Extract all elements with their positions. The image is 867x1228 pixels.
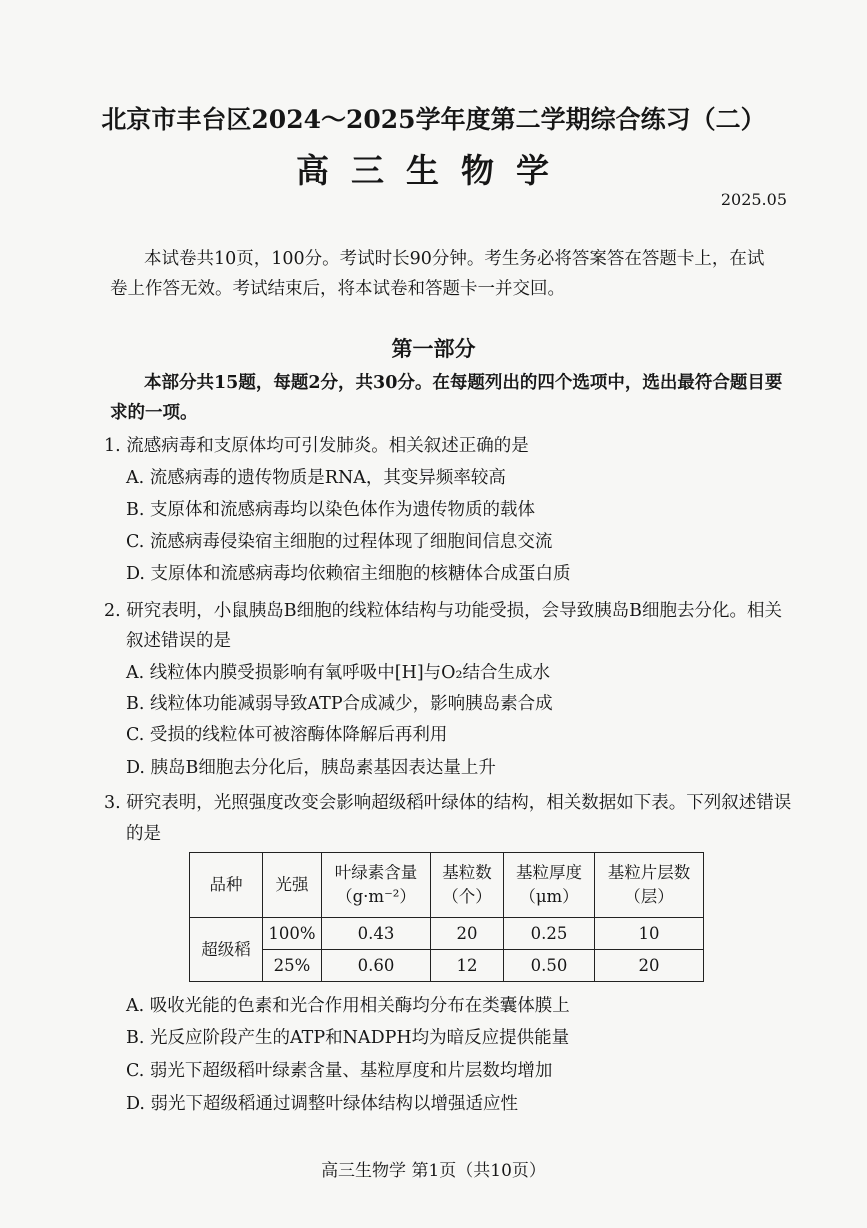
question-1-option-a: A. 流感病毒的遗传物质是RNA，其变异频率较高 bbox=[126, 468, 506, 488]
table-header-row bbox=[190, 853, 704, 918]
table-header-grana-thickness bbox=[504, 853, 595, 918]
table-cell: 25% bbox=[263, 950, 322, 982]
table-header-grana-count bbox=[431, 853, 504, 918]
header-text: 光强 bbox=[275, 875, 309, 894]
question-3-option-d: D. 弱光下超级稻通过调整叶绿体结构以增强适应性 bbox=[126, 1094, 519, 1114]
instructions bbox=[110, 244, 790, 304]
table-cell: 0.25 bbox=[504, 918, 595, 950]
question-3-option-b: B. 光反应阶段产生的ATP和NADPH均为暗反应提供能量 bbox=[126, 1028, 570, 1048]
question-1-option-b: B. 支原体和流感病毒均以染色体作为遗传物质的载体 bbox=[126, 500, 535, 520]
table-cell: 20 bbox=[595, 950, 704, 982]
question-2-option-a: A. 线粒体内膜受损影响有氧呼吸中[H]与O₂结合生成水 bbox=[126, 663, 551, 683]
table-cell: 100% bbox=[263, 918, 322, 950]
question-3-option-c: C. 弱光下超级稻叶绿素含量、基粒厚度和片层数均增加 bbox=[126, 1061, 553, 1081]
header-unit: （g·m⁻²） bbox=[336, 887, 416, 906]
table-header-chlorophyll bbox=[322, 853, 431, 918]
header-text: 品种 bbox=[209, 875, 243, 894]
header-text: 基粒数 bbox=[442, 863, 492, 882]
header-text: 基粒厚度 bbox=[516, 863, 582, 882]
part-heading: 第一部分 bbox=[391, 336, 476, 361]
table-cell: 0.60 bbox=[322, 950, 431, 982]
page-footer: 高三生物学 第1页（共10页） bbox=[321, 1161, 546, 1181]
table-cell: 0.43 bbox=[322, 918, 431, 950]
table-header-lamellae bbox=[595, 853, 704, 918]
question-2-option-d: D. 胰岛B细胞去分化后，胰岛素基因表达量上升 bbox=[126, 758, 496, 778]
table-row bbox=[190, 950, 704, 982]
table-cell-variety: 超级稻 bbox=[190, 918, 263, 982]
part-intro-line-1: 本部分共15题，每题2分，共30分。在每题列出的四个选项中，选出最符合题目要 bbox=[144, 373, 783, 393]
header-unit: （μm） bbox=[519, 887, 579, 906]
question-1-stem: 1. 流感病毒和支原体均可引发肺炎。相关叙述正确的是 bbox=[104, 436, 529, 456]
table-cell: 20 bbox=[431, 918, 504, 950]
question-1-option-d: D. 支原体和流感病毒均依赖宿主细胞的核糖体合成蛋白质 bbox=[126, 564, 571, 584]
table-cell: 12 bbox=[431, 950, 504, 982]
header-text: 叶绿素含量 bbox=[334, 863, 418, 882]
chloroplast-data-table bbox=[189, 852, 704, 982]
instructions-line-1: 本试卷共10页，100分。考试时长90分钟。考生务必将答案答在答题卡上，在试 bbox=[144, 249, 765, 269]
header-unit: （个） bbox=[442, 887, 492, 906]
header-text: 基粒片层数 bbox=[607, 863, 691, 882]
table-cell: 0.50 bbox=[504, 950, 595, 982]
question-2-stem-line-2: 叙述错误的是 bbox=[126, 631, 231, 651]
table-row bbox=[190, 918, 704, 950]
question-2-option-c: C. 受损的线粒体可被溶酶体降解后再利用 bbox=[126, 725, 448, 745]
part-intro bbox=[110, 368, 790, 428]
table-header-variety bbox=[190, 853, 263, 918]
header-unit: （层） bbox=[624, 887, 674, 906]
exam-title: 北京市丰台区2024～2025学年度第二学期综合练习（二） bbox=[101, 105, 766, 134]
instructions-line-2: 卷上作答无效。考试结束后，将本试卷和答题卡一并交回。 bbox=[110, 279, 565, 299]
question-3-option-a: A. 吸收光能的色素和光合作用相关酶均分布在类囊体膜上 bbox=[126, 996, 570, 1016]
table-header-light bbox=[263, 853, 322, 918]
subject-title: 高三生物学 bbox=[296, 151, 571, 190]
question-2-option-b: B. 线粒体功能减弱导致ATP合成减少，影响胰岛素合成 bbox=[126, 694, 553, 714]
question-2-stem-line-1: 2. 研究表明，小鼠胰岛B细胞的线粒体结构与功能受损，会导致胰岛B细胞去分化。相关 bbox=[104, 601, 782, 621]
question-3-stem-line-1: 3. 研究表明，光照强度改变会影响超级稻叶绿体的结构，相关数据如下表。下列叙述错误 bbox=[104, 793, 792, 813]
exam-date: 2025.05 bbox=[720, 190, 787, 209]
question-1-option-c: C. 流感病毒侵染宿主细胞的过程体现了细胞间信息交流 bbox=[126, 532, 553, 552]
part-intro-line-2: 求的一项。 bbox=[110, 403, 198, 423]
table-cell: 10 bbox=[595, 918, 704, 950]
question-3-stem-line-2: 的是 bbox=[126, 824, 161, 844]
